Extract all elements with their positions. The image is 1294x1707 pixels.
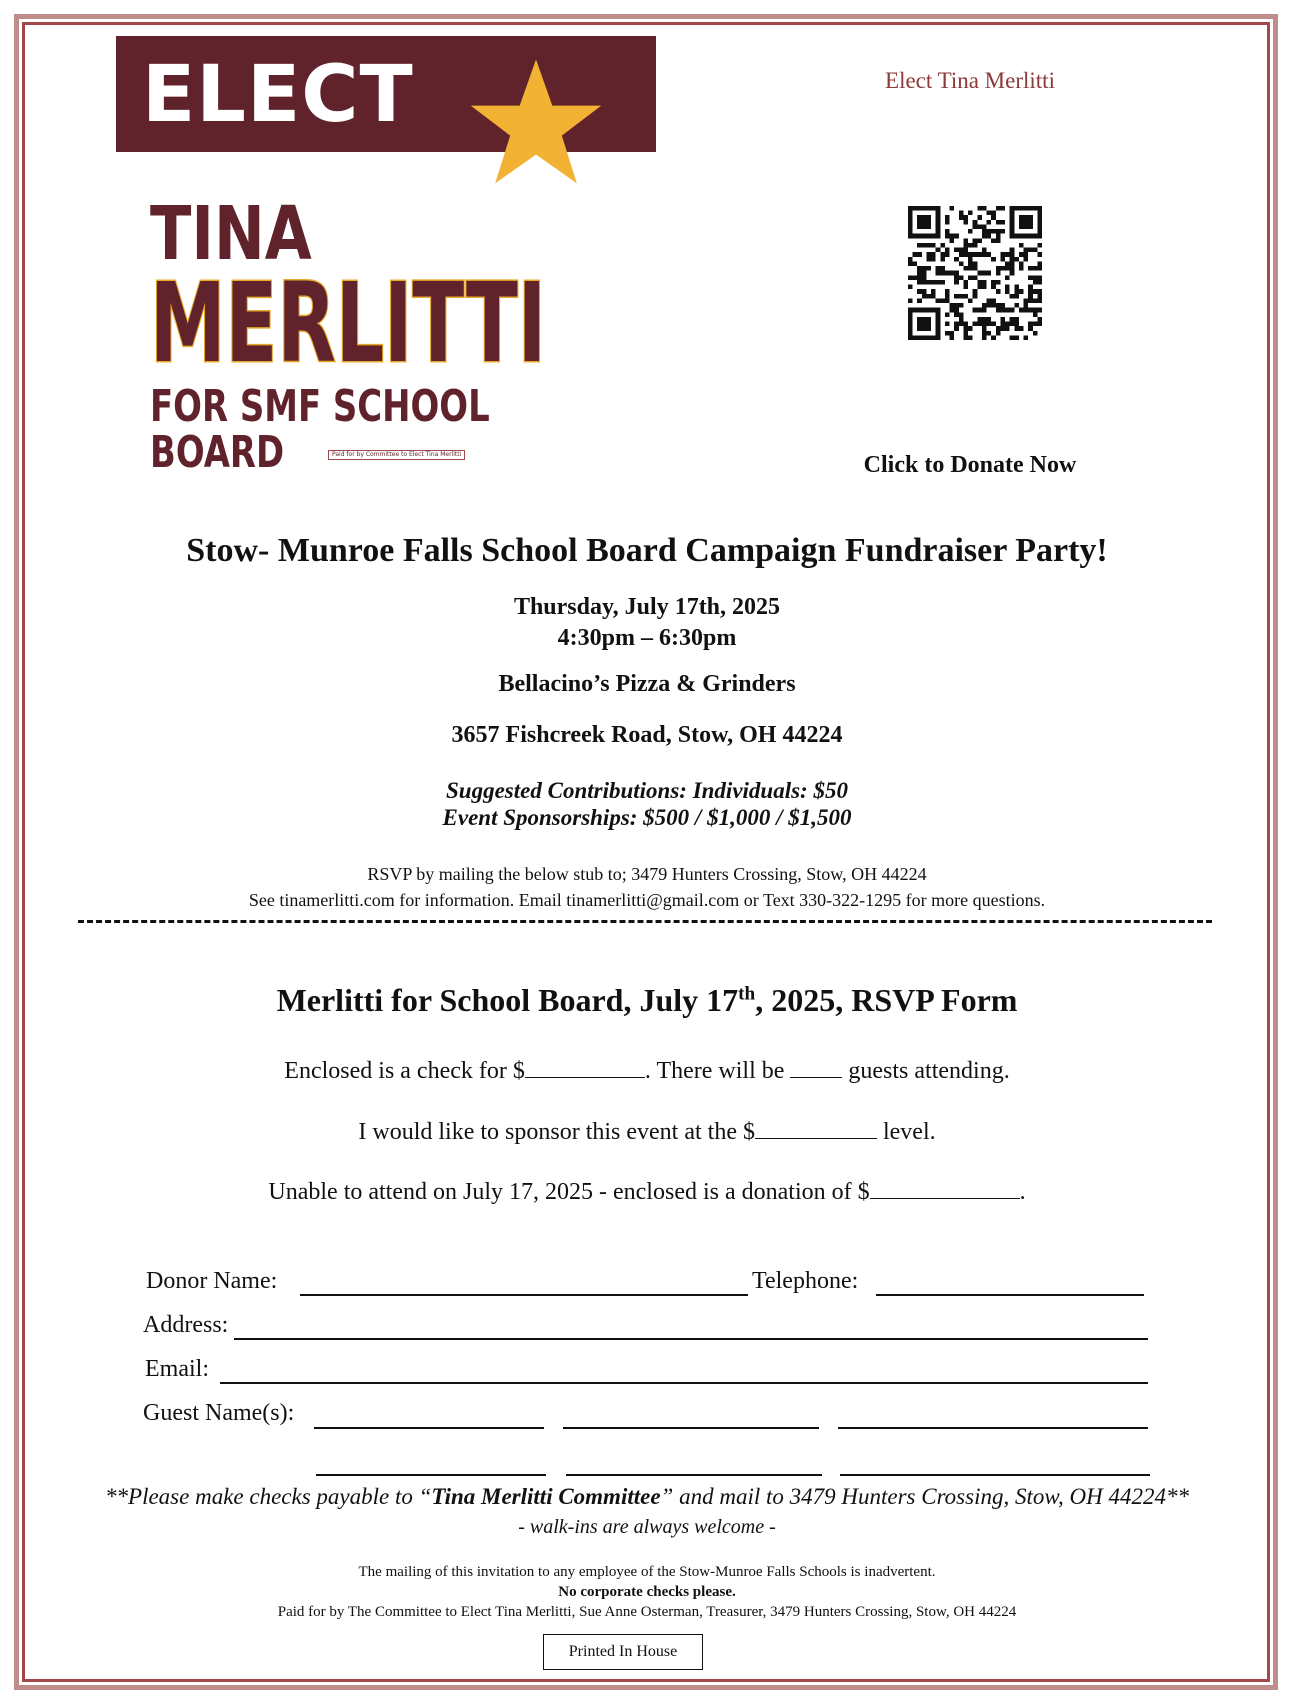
footer-disclaimer: The mailing of this invitation to any employee of the Stow-Munroe Falls Schools is inadvertent. bbox=[358, 1564, 936, 1580]
guest-name-field[interactable] bbox=[840, 1474, 1150, 1476]
guest-name-field[interactable] bbox=[314, 1427, 544, 1429]
cut-line bbox=[78, 920, 1212, 923]
event-date: Thursday, July 17th, 2025 bbox=[513, 594, 781, 620]
guest-name-field[interactable] bbox=[838, 1427, 1148, 1429]
sponsorships-line: Event Sponsorships: $500 / $1,000 / $1,500 bbox=[442, 805, 852, 830]
walkins-note: - walk-ins are always welcome - bbox=[518, 1516, 776, 1538]
payable-note: **Please make checks payable to “Tina Merlitti Committee” and mail to 3479 Hunters Crossing, Stow, OH 44224** bbox=[105, 1484, 1189, 1509]
star-icon bbox=[468, 54, 604, 190]
rsvp-mail-line: RSVP by mailing the below stub to; 3479 Hunters Crossing, Stow, OH 44224 bbox=[367, 864, 927, 884]
email-field[interactable] bbox=[220, 1382, 1148, 1384]
address-label: Address: bbox=[143, 1312, 229, 1338]
donor-name-field[interactable] bbox=[300, 1294, 748, 1296]
rsvp-info-line: See tinamerlitti.com for information. Email tinamerlitti@gmail.com or Text 330-322-1295 for more questions. bbox=[248, 890, 1046, 910]
guest-names-label: Guest Name(s): bbox=[143, 1400, 295, 1426]
printed-in-house-box: Printed In House bbox=[543, 1634, 703, 1670]
address-field[interactable] bbox=[234, 1338, 1148, 1340]
telephone-field[interactable] bbox=[876, 1294, 1144, 1296]
logo-first-name: TINA bbox=[150, 191, 312, 277]
donate-link[interactable]: Click to Donate Now bbox=[863, 452, 1077, 478]
donation-amount-field[interactable] bbox=[870, 1178, 1020, 1199]
guest-name-field[interactable] bbox=[566, 1474, 822, 1476]
elect-link[interactable]: Elect Tina Merlitti bbox=[885, 68, 1055, 93]
check-line: Enclosed is a check for $ . There will be guests attending. bbox=[284, 1058, 1010, 1084]
check-amount-field[interactable] bbox=[525, 1057, 645, 1078]
contributions-line: Suggested Contributions: Individuals: $50 bbox=[446, 778, 848, 803]
event-title: Stow- Munroe Falls School Board Campaign Fundraiser Party! bbox=[186, 532, 1108, 569]
guest-count-field[interactable] bbox=[790, 1057, 842, 1078]
email-label: Email: bbox=[145, 1356, 209, 1382]
sponsor-line: I would like to sponsor this event at the $ level. bbox=[358, 1119, 936, 1145]
donor-name-label: Donor Name: bbox=[146, 1268, 278, 1294]
footer-no-corporate: No corporate checks please. bbox=[558, 1584, 736, 1600]
event-venue: Bellacino’s Pizza & Grinders bbox=[498, 671, 796, 697]
logo-office: FOR SMF SCHOOL BOARD bbox=[150, 381, 490, 478]
qr-code-icon[interactable] bbox=[908, 206, 1042, 340]
logo-elect-text: ELECT bbox=[142, 50, 414, 140]
form-title: Merlitti for School Board, July 17th, 2025, RSVP Form bbox=[276, 982, 1018, 1018]
guest-name-field[interactable] bbox=[316, 1474, 546, 1476]
guest-name-field[interactable] bbox=[563, 1427, 819, 1429]
donation-line: Unable to attend on July 17, 2025 - enclosed is a donation of $ . bbox=[268, 1179, 1026, 1205]
footer-paid-for: Paid for by The Committee to Elect Tina Merlitti, Sue Anne Osterman, Treasurer, 3479 Hunters Crossing, Stow, OH 44224 bbox=[277, 1604, 1017, 1620]
logo-last-name: MERLITTI bbox=[150, 259, 546, 387]
campaign-logo bbox=[116, 36, 656, 478]
telephone-label: Telephone: bbox=[752, 1268, 859, 1294]
logo-paid-tag: Paid for by Committee to Elect Tina Merlitti bbox=[328, 450, 465, 460]
event-time: 4:30pm – 6:30pm bbox=[557, 625, 737, 651]
sponsor-level-field[interactable] bbox=[755, 1118, 877, 1139]
event-address: 3657 Fishcreek Road, Stow, OH 44224 bbox=[451, 722, 843, 748]
